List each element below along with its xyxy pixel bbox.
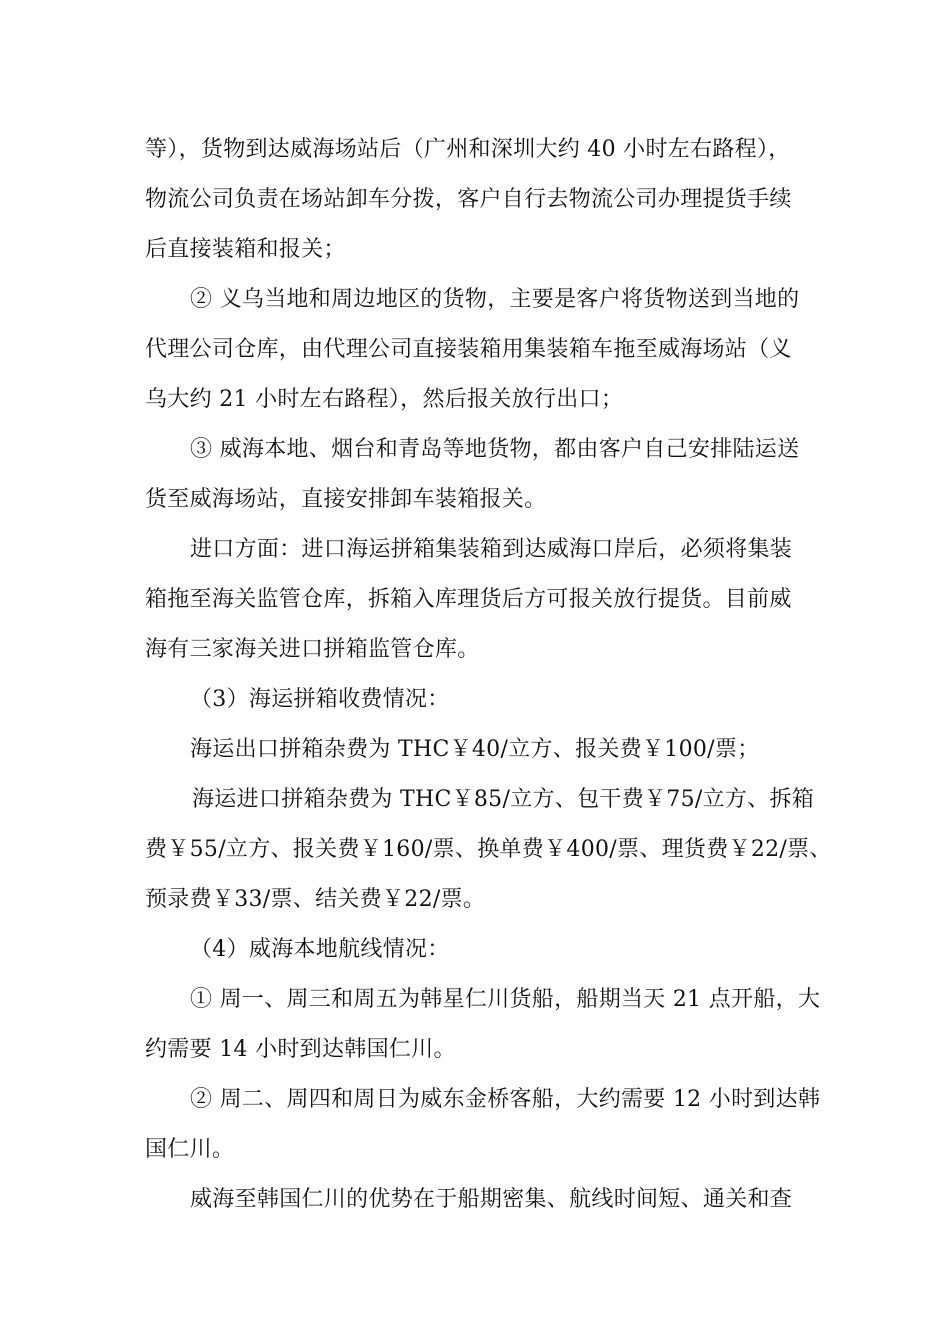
- section-heading: （4）威海本地航线情况：: [190, 937, 450, 962]
- text-line: 海运进口拼箱杂费为 THC￥85/立方、包干费￥75/立方、拆箱: [192, 787, 815, 812]
- text-line: ② 义乌当地和周边地区的货物，主要是客户将货物送到当地的: [190, 287, 800, 312]
- text-line: 箱拖至海关监管仓库，拆箱入库理货后方可报关放行提货。目前威: [145, 587, 792, 612]
- section-heading: （3）海运拼箱收费情况：: [190, 687, 450, 712]
- text-line: ① 周一、周三和周五为韩星仁川货船，船期当天 21 点开船，大: [190, 987, 821, 1012]
- text-line: 预录费￥33/票、结关费￥22/票。: [145, 887, 486, 912]
- text-line: 等），货物到达威海场站后（广州和深圳大约 40 小时左右路程），: [145, 137, 791, 162]
- text-line: 货至威海场站，直接安排卸车装箱报关。: [145, 487, 547, 512]
- text-line: 进口方面：进口海运拼箱集装箱到达威海口岸后，必须将集装: [190, 537, 793, 562]
- text-line: 后直接装箱和报关；: [145, 237, 346, 262]
- text-line: 威海至韩国仁川的优势在于船期密集、航线时间短、通关和查: [190, 1187, 793, 1212]
- text-line: 约需要 14 小时到达韩国仁川。: [145, 1037, 456, 1062]
- text-line: ③ 威海本地、烟台和青岛等地货物，都由客户自己安排陆运送: [190, 437, 800, 462]
- text-line: 海有三家海关进口拼箱监管仓库。: [145, 637, 480, 662]
- text-line: 海运出口拼箱杂费为 THC￥40/立方、报关费￥100/票；: [190, 737, 760, 762]
- text-line: 物流公司负责在场站卸车分拨，客户自行去物流公司办理提货手续: [145, 187, 792, 212]
- text-line: ② 周二、周四和周日为威东金桥客船，大约需要 12 小时到达韩: [190, 1087, 821, 1112]
- text-line: 代理公司仓库，由代理公司直接装箱用集装箱车拖至威海场站（义: [145, 337, 792, 362]
- text-line: 费￥55/立方、报关费￥160/票、换单费￥400/票、理货费￥22/票、: [145, 837, 832, 862]
- text-line: 乌大约 21 小时左右路程），然后报关放行出口；: [145, 387, 624, 412]
- text-line: 国仁川。: [145, 1137, 235, 1162]
